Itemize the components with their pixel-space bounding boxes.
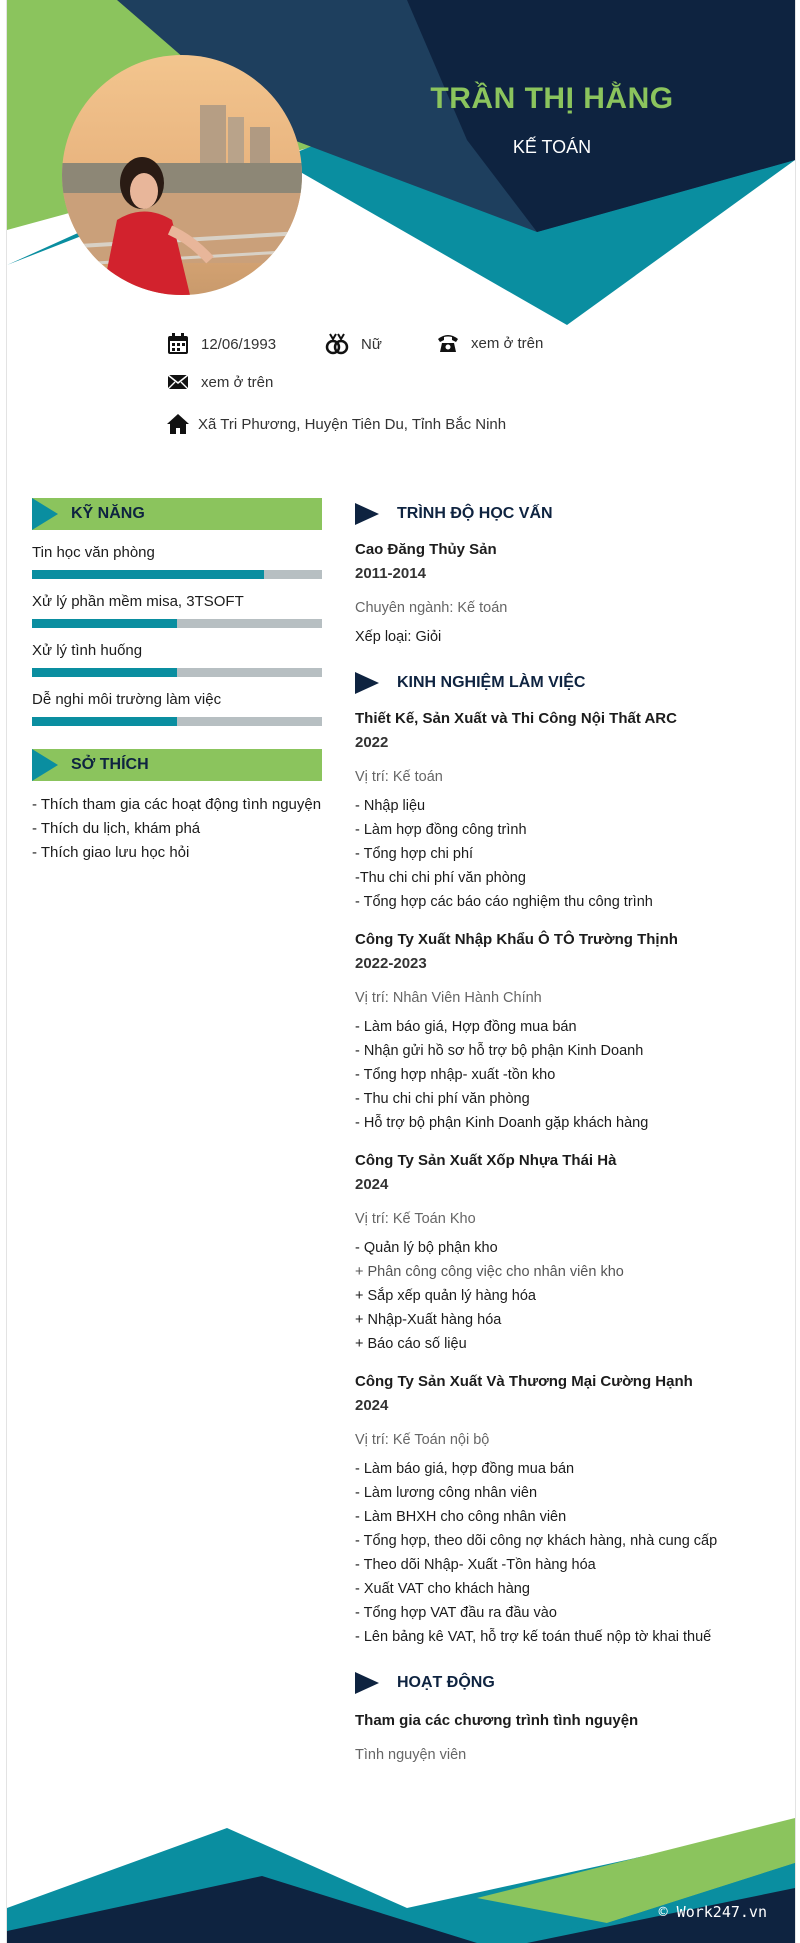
hobby-item: - Thích tham gia các hoạt động tình nguyện: [32, 796, 322, 813]
job-duty: + Sắp xếp quản lý hàng hóa: [355, 1288, 536, 1304]
skill-level-bar: [32, 717, 322, 726]
skill-name: Xử lý tình huống: [32, 642, 143, 659]
skill-name: Dễ nghi môi trường làm việc: [32, 691, 222, 708]
job-entry: [355, 707, 785, 914]
phone-icon: [437, 333, 459, 353]
job-position: Vị trí: Nhân Viên Hành Chính: [355, 990, 542, 1006]
section-arrow-icon: [32, 749, 58, 781]
gender-row: [325, 333, 382, 355]
job-duty: - Làm lương công nhân viên: [355, 1485, 538, 1501]
hobby-item: - Thích giao lưu học hỏi: [32, 844, 190, 861]
education-period: 2011-2014: [355, 565, 426, 582]
mail-icon: [167, 373, 189, 391]
skill-level-fill: [32, 668, 177, 677]
skill-item: [32, 691, 322, 726]
job-duty: - Xuất VAT cho khách hàng: [355, 1581, 530, 1597]
education-major: Chuyên ngành: Kế toán: [355, 600, 508, 616]
skill-name: Xử lý phần mềm misa, 3TSOFT: [32, 593, 244, 610]
section-arrow-icon: [355, 672, 379, 694]
job-duty: + Phân công công việc cho nhân viên kho: [355, 1264, 624, 1280]
resume-page: [6, 0, 796, 1943]
job-duty: - Hỗ trợ bộ phận Kinh Doanh gặp khách hàng: [355, 1115, 649, 1131]
skill-level-bar: [32, 619, 322, 628]
activity-title: Tham gia các chương trình tình nguyện: [355, 1712, 639, 1729]
education-block: [355, 538, 785, 649]
job-duty: - Tổng hợp VAT đầu ra đầu vào: [355, 1605, 557, 1621]
skill-name: Tin học văn phòng: [32, 544, 155, 561]
skill-item: [32, 544, 322, 579]
address-row: [167, 413, 506, 435]
job-company: Công Ty Sản Xuất Và Thương Mại Cường Hạnh: [355, 1373, 693, 1390]
skill-level-fill: [32, 717, 177, 726]
hobby-item: - Thích du lịch, khám phá: [32, 820, 201, 837]
address-value: Xã Tri Phương, Huyện Tiên Du, Tỉnh Bắc Ninh: [198, 415, 507, 433]
email-row: [167, 373, 273, 391]
job-duty: - Làm hợp đồng công trình: [355, 822, 527, 838]
skill-item: [32, 642, 322, 677]
section-arrow-icon: [355, 1672, 379, 1694]
skill-level-bar: [32, 668, 322, 677]
job-company: Công Ty Xuất Nhập Khẩu Ô TÔ Trường Thịnh: [355, 931, 678, 948]
job-duty: - Lên bảng kê VAT, hỗ trợ kế toán thuế nộp tờ khai thuế: [355, 1629, 712, 1645]
job-position: Vị trí: Kế toán: [355, 769, 443, 785]
hobbies-heading: SỞ THÍCH: [32, 749, 322, 781]
skill-level-bar: [32, 570, 322, 579]
job-entry: [355, 928, 785, 1135]
job-company: Công Ty Sản Xuất Xốp Nhựa Thái Hà: [355, 1152, 617, 1169]
job-duty: - Theo dõi Nhập- Xuất -Tồn hàng hóa: [355, 1557, 596, 1573]
jobs-list: [355, 707, 785, 1649]
home-icon: [167, 413, 189, 435]
dob-row: [167, 333, 276, 355]
skill-level-fill: [32, 619, 177, 628]
job-duty: - Tổng hợp, theo dõi công nợ khách hàng, nhà cung cấp: [355, 1533, 718, 1549]
section-arrow-icon: [32, 498, 58, 530]
job-period: 2024: [355, 1397, 389, 1414]
job-duty: - Tổng hợp nhập- xuất -tồn kho: [355, 1067, 556, 1083]
job-entry: [355, 1370, 785, 1649]
experience-heading: KINH NGHIỆM LÀM VIỆC: [355, 667, 785, 699]
job-duty: + Báo cáo số liệu: [355, 1336, 467, 1352]
job-title: KẾ TOÁN: [512, 137, 592, 157]
school-name: Cao Đăng Thủy Sản: [355, 541, 497, 558]
job-duty: - Nhận gửi hồ sơ hỗ trợ bộ phận Kinh Doanh: [355, 1043, 644, 1059]
education-heading: TRÌNH ĐỘ HỌC VẤN: [355, 498, 785, 530]
email-value: xem ở trên: [201, 373, 274, 391]
job-duty: - Nhập liệu: [355, 798, 426, 814]
footer-decoration: [7, 1813, 795, 1943]
calendar-icon: [167, 333, 189, 355]
job-position: Vị trí: Kế Toán nội bộ: [355, 1432, 490, 1448]
job-duty: - Tổng hợp các báo cáo nghiệm thu công trình: [355, 894, 653, 910]
job-period: 2024: [355, 1176, 389, 1193]
skill-item: [32, 593, 322, 628]
avatar: [62, 55, 302, 295]
phone-value: xem ở trên: [471, 334, 544, 352]
education-grade: Xếp loại: Giỏi: [355, 629, 442, 645]
job-duty: - Làm BHXH cho công nhân viên: [355, 1509, 567, 1525]
job-duty: - Thu chi chi phí văn phòng: [355, 1091, 530, 1107]
activities-block: [355, 1709, 785, 1767]
watermark: © Work247.vn: [658, 1903, 767, 1921]
dob-value: 12/06/1993: [201, 335, 277, 353]
left-column: [32, 498, 322, 865]
job-position: Vị trí: Kế Toán Kho: [355, 1211, 476, 1227]
gender-icon: [325, 333, 349, 355]
job-company: Thiết Kế, Sản Xuất và Thi Công Nội Thất ARC: [355, 710, 677, 727]
hobbies-list: [32, 793, 322, 865]
phone-row: [437, 333, 543, 353]
job-period: 2022-2023: [355, 955, 427, 972]
gender-value: Nữ: [361, 335, 382, 353]
activities-heading: HOẠT ĐỘNG: [355, 1667, 785, 1699]
job-entry: [355, 1149, 785, 1356]
job-duty: - Làm báo giá, hợp đồng mua bán: [355, 1461, 575, 1477]
skills-list: [32, 544, 322, 726]
candidate-name: TRẦN THỊ HẰNG: [430, 82, 674, 115]
job-duty: + Nhập-Xuất hàng hóa: [355, 1312, 502, 1328]
job-duty: -Thu chi chi phí văn phòng: [355, 870, 526, 886]
job-period: 2022: [355, 734, 389, 751]
section-arrow-icon: [355, 503, 379, 525]
job-duty: - Quản lý bộ phận kho: [355, 1240, 498, 1256]
skills-heading: KỸ NĂNG: [32, 498, 322, 530]
right-column: [355, 498, 785, 1767]
activity-role: Tình nguyện viên: [355, 1747, 467, 1763]
job-duty: - Tổng hợp chi phí: [355, 846, 474, 862]
job-duty: - Làm báo giá, Hợp đồng mua bán: [355, 1019, 577, 1035]
skill-level-fill: [32, 570, 264, 579]
